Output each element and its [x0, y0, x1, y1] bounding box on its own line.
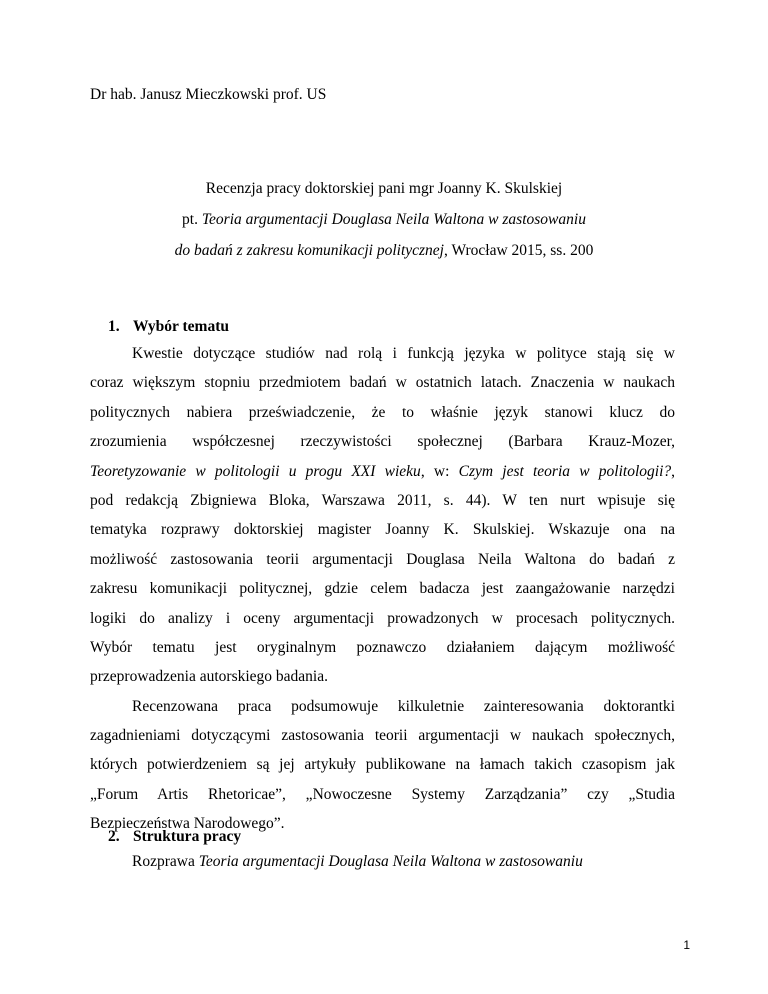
text-line: zakresu komunikacji politycznej, gdzie celem badacza jest zaangażowanie narzędzi: [90, 580, 675, 598]
text-line: których potwierdzeniem są jej artykuły publikowane na łamach takich czasopism jak: [90, 756, 675, 774]
text-line: politycznych nabiera przeświadczenie, że to właśnie język stanowi klucz do: [90, 403, 675, 421]
page-number: 1: [683, 938, 690, 952]
text-line: zagadnieniami dotyczącymi zastosowania teorii argumentacji w naukach społecznych,: [90, 727, 675, 745]
text-line: logiki do analizy i oceny argumentacji prowadzonych w procesach politycznych.: [90, 609, 675, 627]
author-line: Dr hab. Janusz Mieczkowski prof. US: [90, 86, 327, 103]
text-line: Kwestie dotyczące studiów nad rolą i funkcją języka w polityce stają się w: [132, 345, 675, 362]
text-line: pod redakcją Zbigniewa Bloka, Warszawa 2011, s. 44). W ten nurt wpisuje się: [90, 491, 675, 509]
section-number: 1.: [108, 318, 120, 335]
text-line: możliwość zastosowania teorii argumentacji Douglasa Neila Waltona do badań z: [90, 550, 675, 568]
text-line: Rozprawa Teoria argumentacji Douglasa Neila Waltona w zastosowaniu: [132, 853, 583, 870]
section-number: 2.: [108, 828, 120, 845]
text-line: Teoretyzowanie w politologii u progu XXI wieku, w: Czym jest teoria w politologii?,: [90, 462, 675, 480]
text-line: Wybór tematu jest oryginalnym poznawczo działaniem dającym możliwość: [90, 638, 675, 656]
section-title: Struktura pracy: [133, 828, 242, 845]
text-line: Bezpieczeństwa Narodowego”.: [90, 815, 285, 833]
section-heading-topic: [108, 318, 229, 336]
text-line: Recenzowana praca podsumowuje kilkuletnie zainteresowania doktorantki: [132, 697, 675, 715]
paragraph: [90, 847, 675, 876]
section-structure-body: [90, 847, 675, 876]
section-heading-structure: [108, 828, 241, 846]
text-line: zrozumienia współczesnej rzeczywistości społecznej (Barbara Krauz-Mozer,: [90, 433, 675, 451]
title-line-3: do badań z zakresu komunikacji politycznej, Wrocław 2015, ss. 200: [174, 242, 594, 259]
thesis-title-part-1: Teoria argumentacji Douglasa Neila Waltona w zastosowaniu: [201, 211, 586, 228]
text-line: tematyka rozprawy doktorskiej magister Joanny K. Skulskiej. Wskazuje ona na: [90, 521, 675, 539]
section-title: Wybór tematu: [133, 318, 230, 335]
text-line: „Forum Artis Rhetoricae”, „Nowoczesne Systemy Zarządzania” czy „Studia: [90, 785, 675, 803]
paragraph: [90, 692, 675, 839]
section-topic-body: [90, 339, 675, 839]
review-title: [0, 178, 768, 271]
paragraph: [90, 339, 675, 692]
text-line: przeprowadzenia autorskiego badania.: [90, 668, 328, 686]
thesis-title-part-2: do badań z zakresu komunikacji politycznej: [174, 242, 444, 259]
text-line: coraz większym stopniu przedmiotem badań w ostatnich latach. Znaczenia w naukach: [90, 374, 675, 392]
title-line-2: pt. Teoria argumentacji Douglasa Neila Waltona w zastosowaniu: [182, 211, 586, 228]
title-line-1: Recenzja pracy doktorskiej pani mgr Joanny K. Skulskiej: [205, 180, 563, 197]
